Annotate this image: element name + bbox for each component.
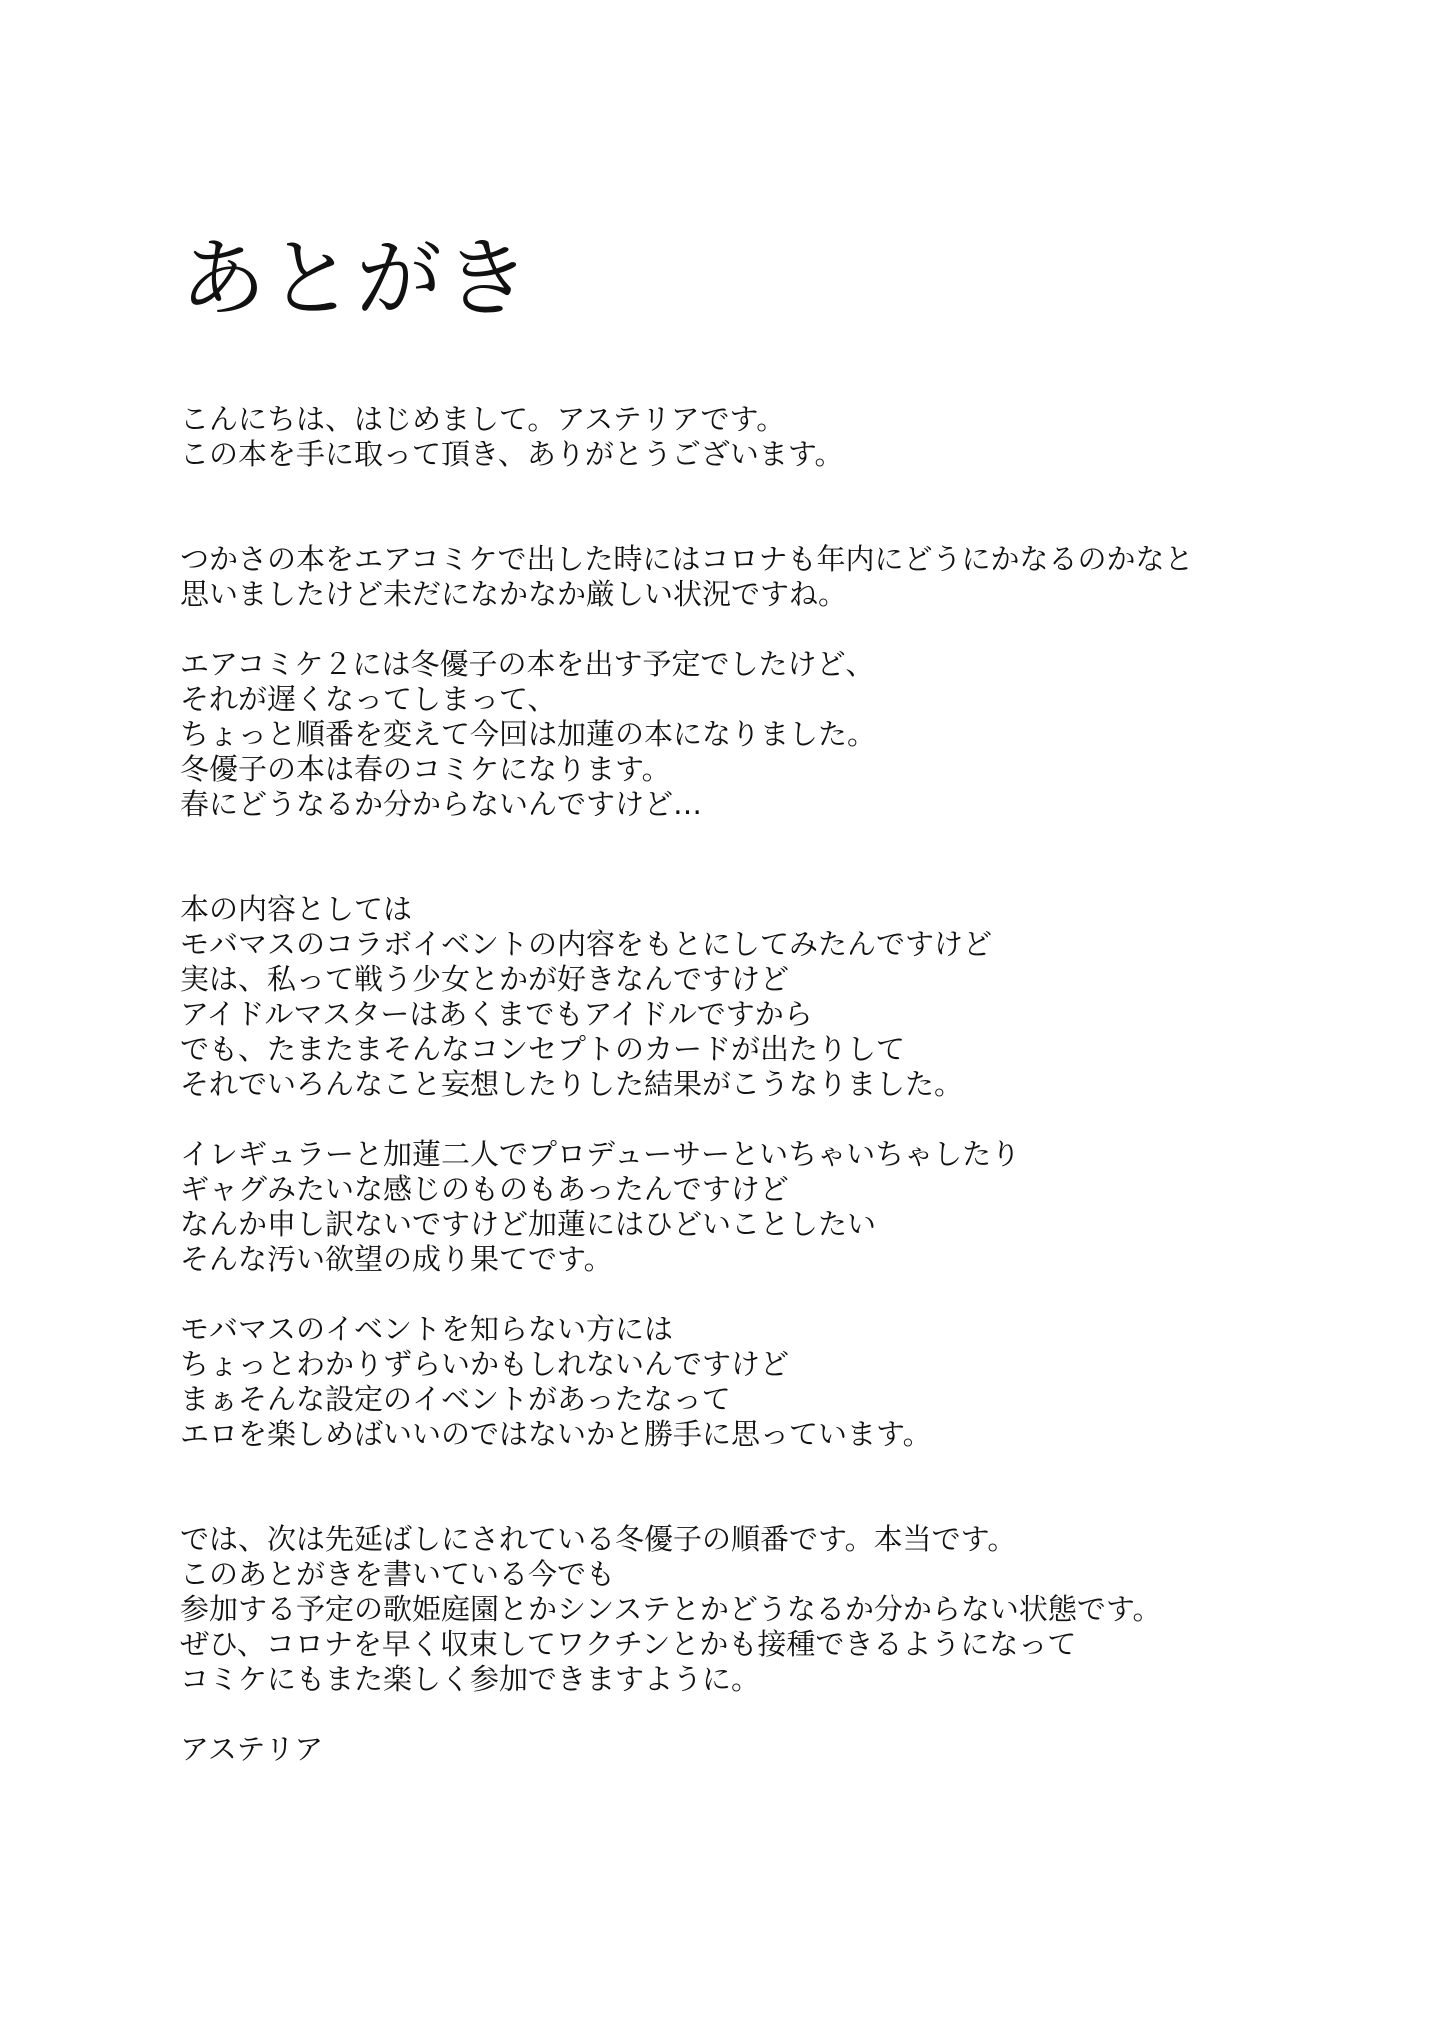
text-line: エロを楽しめばいいのではないかと勝手に思っています。 [180, 1417, 932, 1451]
text-line: コミケにもまた楽しく参加できますように。 [180, 1662, 761, 1696]
text-line: ぜひ、コロナを早く収束してワクチンとかも接種できるようになって [180, 1627, 1077, 1661]
text-line: つかさの本をエアコミケで出した時にはコロナも年内にどうにかなるのかなと [180, 542, 1194, 576]
text-line: なんか申し訳ないですけど加蓮にはひどいことしたい [180, 1207, 877, 1241]
text-line: 春にどうなるか分からないんですけど… [180, 787, 703, 821]
paragraph-ideas [180, 1137, 1380, 1277]
paragraph-situation [180, 542, 1380, 612]
paragraph-next [180, 1522, 1380, 1697]
text-line: でも、たまたまそんなコンセプトのカードが出たりして [180, 1032, 906, 1066]
signature [180, 1732, 1380, 1767]
text-line: このあとがきを書いている今でも [180, 1557, 616, 1591]
paragraph-spacer [180, 1697, 1380, 1732]
afterword-body [180, 402, 1380, 1767]
text-line: モバマスのイベントを知らない方には [180, 1312, 674, 1346]
text-line: エアコミケ２には冬優子の本を出す予定でしたけど、 [180, 647, 875, 681]
paragraph-spacer [180, 612, 1380, 647]
paragraph-schedule [180, 647, 1380, 822]
text-line: イレギュラーと加蓮二人でプロデューサーといちゃいちゃしたり [180, 1137, 1021, 1171]
author-signature: アステリア [180, 1732, 324, 1766]
paragraph-spacer [180, 472, 1380, 542]
text-line: ギャグみたいな感じのものもあったんですけど [180, 1172, 789, 1206]
paragraph-spacer [180, 822, 1380, 892]
paragraph-content [180, 892, 1380, 1102]
text-line: こんにちは、はじめまして。アステリアです。 [180, 402, 786, 436]
page-title: あとがき [180, 229, 532, 329]
text-line: 思いましたけど未だになかなか厳しい状況ですね。 [180, 577, 848, 611]
paragraph-spacer [180, 1452, 1380, 1522]
text-line: ちょっと順番を変えて今回は加蓮の本になりました。 [180, 717, 877, 751]
text-line: モバマスのコラボイベントの内容をもとにしてみたんですけど [180, 927, 993, 961]
paragraph-spacer [180, 1277, 1380, 1312]
text-line: この本を手に取って頂き、ありがとうございます。 [180, 437, 844, 471]
text-line: 実は、私って戦う少女とかが好きなんですけど [180, 962, 790, 996]
text-line: では、次は先延ばしにされている冬優子の順番です。本当です。 [180, 1522, 1017, 1556]
text-line: 冬優子の本は春のコミケになります。 [180, 752, 671, 786]
text-line: 参加する予定の歌姫庭園とかシンステとかどうなるか分からない状態です。 [180, 1592, 1162, 1626]
text-line: そんな汚い欲望の成り果てです。 [180, 1242, 613, 1276]
paragraph-spacer [180, 1102, 1380, 1137]
text-line: ちょっとわかりずらいかもしれないんですけど [180, 1347, 790, 1381]
paragraph-event-note [180, 1312, 1380, 1452]
text-line: 本の内容としては [180, 892, 413, 926]
text-line: それが遅くなってしまって、 [180, 682, 557, 716]
text-line: それでいろんなこと妄想したりした結果がこうなりました。 [180, 1067, 964, 1101]
text-line: アイドルマスターはあくまでもアイドルですから [180, 997, 813, 1031]
text-line: まぁそんな設定のイベントがあったなって [180, 1382, 731, 1416]
paragraph-greeting [180, 402, 1380, 472]
